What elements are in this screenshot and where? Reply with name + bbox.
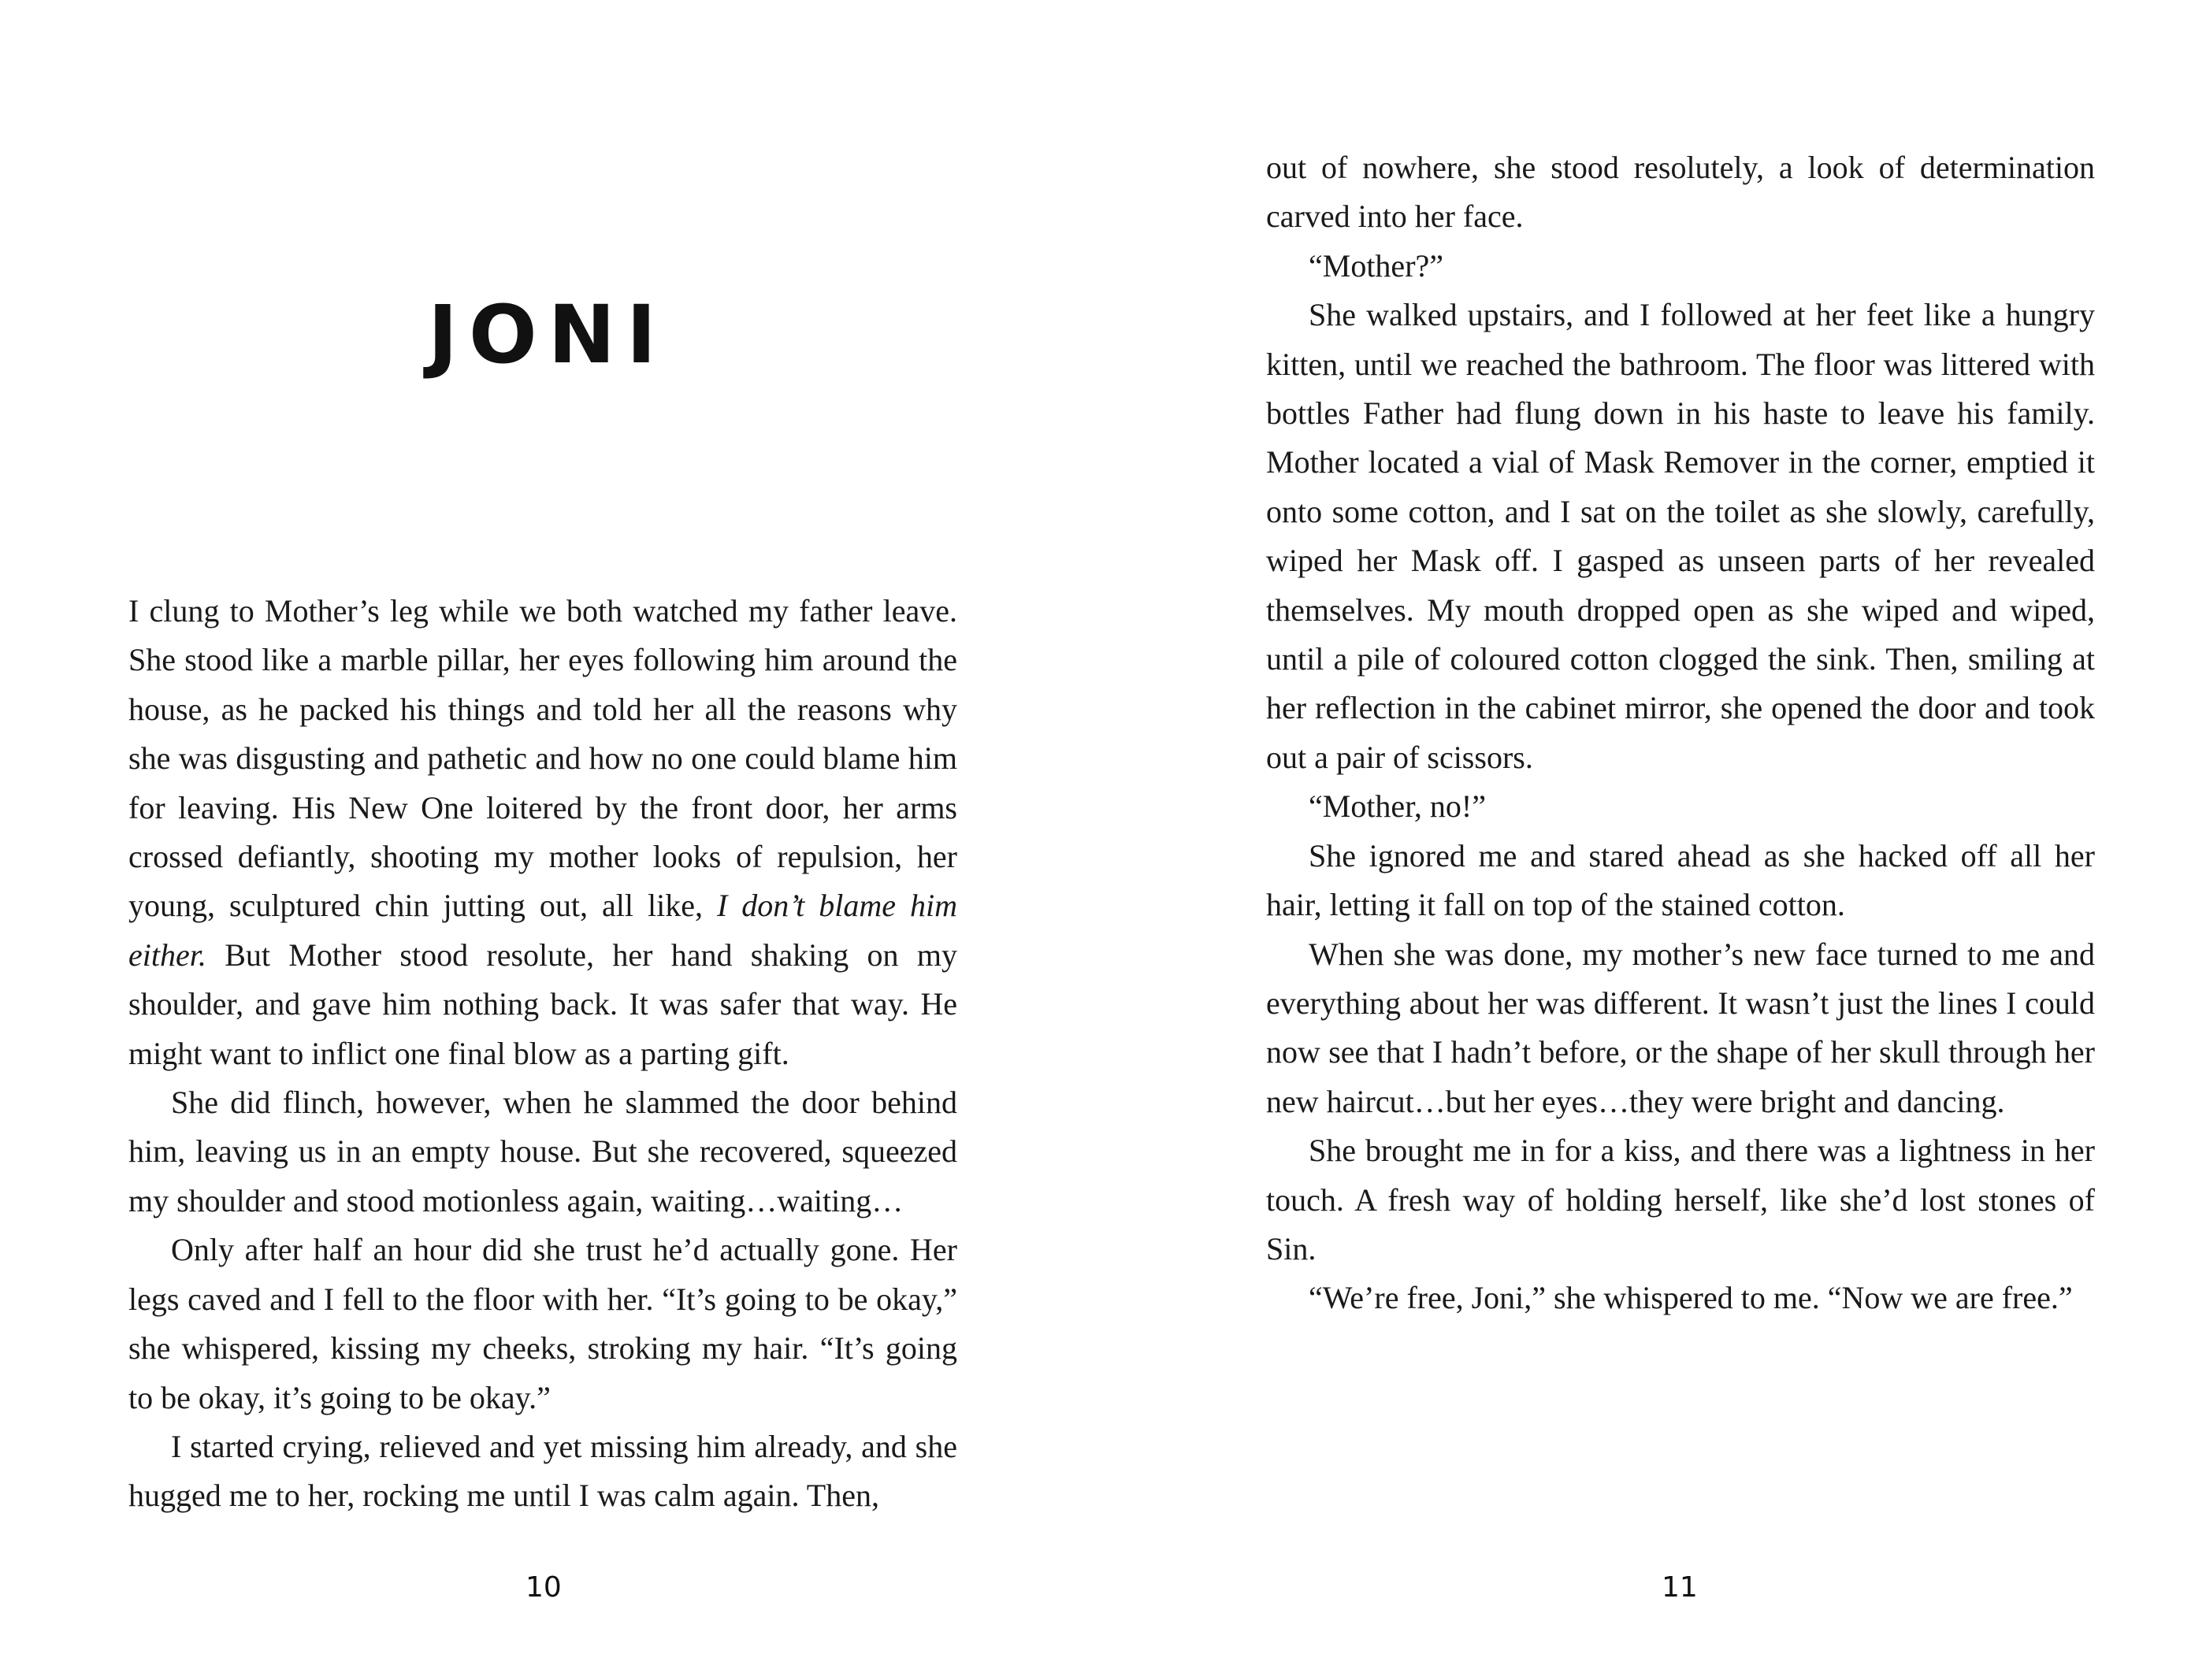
paragraph: She did flinch, however, when he slammed the door behind him, leaving us in an empty house. But she recovered, squeezed my shoulder and stood motionless again, waiting…waiting… [128, 1085, 957, 1218]
right-page [1103, 0, 2206, 1680]
paragraph-text: I clung to Mother’s leg while we both watched my father leave. She stood like a marble pillar, her eyes following him around the house, as he packed his things and told her all the reasons why she was disgusting and pathetic and how no one could blame him for leaving. His New One loitered by the front door, her arms crossed defiantly, shooting my mother looks of repulsion, her young, sculptured chin jutting out, all like, [128, 593, 957, 924]
paragraph-text: But Mother stood resolute, her hand shaking on my shoulder, and gave him nothing back. It was safer that way. He might want to inflict one final blow as a parting gift. [128, 936, 957, 1071]
left-page-body [128, 587, 957, 1521]
page-number: 10 [526, 1571, 562, 1604]
paragraph: When she was done, my mother’s new face turned to me and everything about her was different. It wasn’t just the lines I could now see that I hadn’t before, or the shape of her skull through her new haircut…but her eyes…they were bright and dancing. [1266, 936, 2095, 1119]
paragraph: She walked upstairs, and I followed at her feet like a hungry kitten, until we reached the bathroom. The floor was littered with bottles Father had flung down in his haste to leave his family. Mother located a vial of Mask Remover in the corner, emptied it onto some cotton, and I sat on the toilet as she slowly, carefully, wiped her Mask off. I gasped as unseen parts of her revealed themselves. My mouth dropped open as she wiped and wiped, until a pile of coloured cotton clogged the sink. Then, smiling at her reflection in the cabinet mirror, she opened the door and took out a pair of scissors. [1266, 297, 2095, 775]
paragraph: “We’re free, Joni,” she whispered to me. “Now we are free.” [1309, 1280, 2073, 1316]
paragraph [128, 587, 957, 1078]
paragraph: I started crying, relieved and yet missing him already, and she hugged me to her, rocking me until I was calm again. Then, [128, 1428, 957, 1514]
italic-text: I don’t blame him either. [128, 888, 957, 973]
right-page-body [1266, 143, 2095, 1323]
paragraph: out of nowhere, she stood resolutely, a look of determination carved into her face. [1266, 150, 2095, 235]
paragraph: Only after half an hour did she trust he’d actually gone. Her legs caved and I fell to the floor with her. “It’s going to be okay,” she whispered, kissing my cheeks, stroking my hair. “It’s going to be okay, it’s going to be okay.” [128, 1232, 957, 1415]
paragraph: She brought me in for a kiss, and there was a lightness in her touch. A fresh way of holding herself, like she’d lost stones of Sin. [1266, 1133, 2095, 1266]
paragraph: “Mother, no!” [1309, 788, 1486, 825]
paragraph: “Mother?” [1309, 247, 1444, 284]
paragraph: She ignored me and stared ahead as she hacked off all her hair, letting it fall on top of the stained cotton. [1266, 837, 2095, 923]
page-number: 11 [1662, 1571, 1698, 1604]
chapter-title: JONI [428, 288, 667, 382]
